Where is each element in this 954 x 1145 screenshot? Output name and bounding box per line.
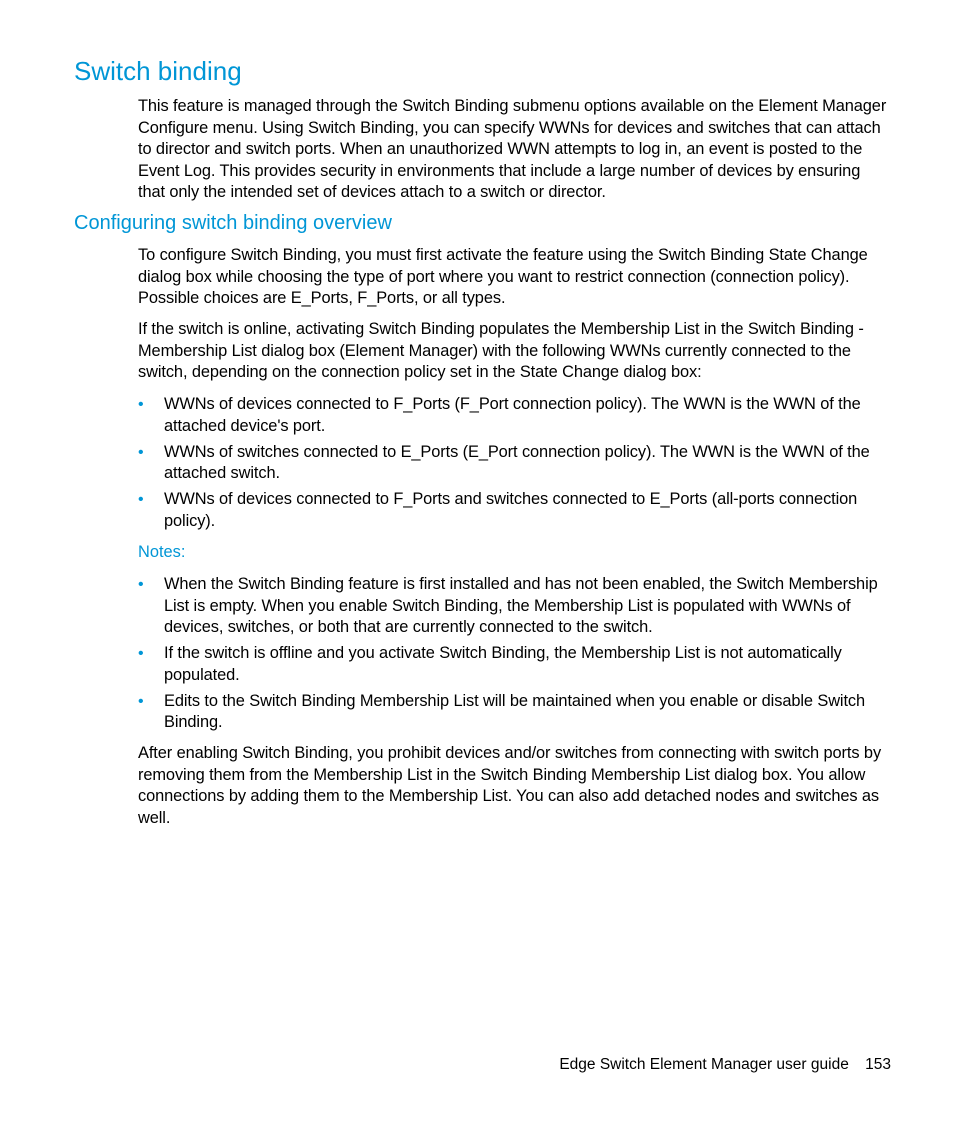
list-item-text: If the switch is offline and you activate Switch Binding, the Membership List is not automatically populated. xyxy=(164,644,842,684)
intro-paragraph: This feature is managed through the Switch Binding submenu options available on the Element Manager Configure menu. Using Switch Binding, you can specify WWNs for devices and switches that can attach to director and switch ports. When an unauthorized WWN attempts to log in, an event is posted to the Event Log. This provides security in environments that include a large number of devices by ensuring that only the intended set of devices attach to a switch or director. xyxy=(138,97,887,201)
list-item-text: WWNs of switches connected to E_Ports (E_Port connection policy). The WWN is the WWN of the attached switch. xyxy=(164,442,870,482)
notes-bullet-list xyxy=(138,574,890,738)
bullet-icon: • xyxy=(138,576,144,593)
paragraph-after-enabling: After enabling Switch Binding, you prohibit devices and/or switches from connecting with switch ports by removing them from the Membership List in the Switch Binding Membership List dialog box. You allow connections by adding them to the Membership List. You can also add detached nodes and switches as well. xyxy=(138,744,882,827)
section-title: Switch binding xyxy=(74,56,242,86)
bullet-icon: • xyxy=(138,443,144,461)
page-footer xyxy=(559,1054,891,1076)
list-item xyxy=(138,489,890,532)
bullet-icon: • xyxy=(138,396,144,413)
notes-label: Notes: xyxy=(138,543,186,561)
bullet-icon: • xyxy=(138,645,144,662)
list-item xyxy=(138,643,890,686)
list-item xyxy=(138,574,890,639)
bullet-icon: • xyxy=(138,491,144,508)
subsection-title: Configuring switch binding overview xyxy=(74,212,392,234)
list-item-text: WWNs of devices connected to F_Ports and switches connected to E_Ports (all-ports connection policy). xyxy=(164,490,858,530)
list-item xyxy=(138,691,890,734)
wwn-bullet-list xyxy=(138,394,890,537)
list-item xyxy=(138,394,890,437)
bullet-icon: • xyxy=(138,692,144,710)
list-item xyxy=(138,442,890,485)
page-number: 153 xyxy=(865,1056,891,1073)
list-item-text: When the Switch Binding feature is first installed and has not been enabled, the Switch Membership List is empty. When you enable Switch Binding, the Membership List is populated with WWNs of devices, switches, or both that are currently connected to the switch. xyxy=(164,575,878,636)
list-item-text: WWNs of devices connected to F_Ports (F_Port connection policy). The WWN is the WWN of the attached device's port. xyxy=(164,395,861,435)
paragraph-online: If the switch is online, activating Switch Binding populates the Membership List in the Switch Binding - Membership List dialog box (Element Manager) with the following WWNs currently connected to the switch, depending on the connection policy set in the State Change dialog box: xyxy=(138,320,864,381)
footer-guide-title: Edge Switch Element Manager user guide xyxy=(559,1056,849,1073)
paragraph-activate: To configure Switch Binding, you must first activate the feature using the Switch Binding State Change dialog box while choosing the type of port where you want to restrict connection (connection policy). Possible choices are E_Ports, F_Ports, or all types. xyxy=(138,246,868,307)
list-item-text: Edits to the Switch Binding Membership List will be maintained when you enable or disable Switch Binding. xyxy=(164,691,866,731)
